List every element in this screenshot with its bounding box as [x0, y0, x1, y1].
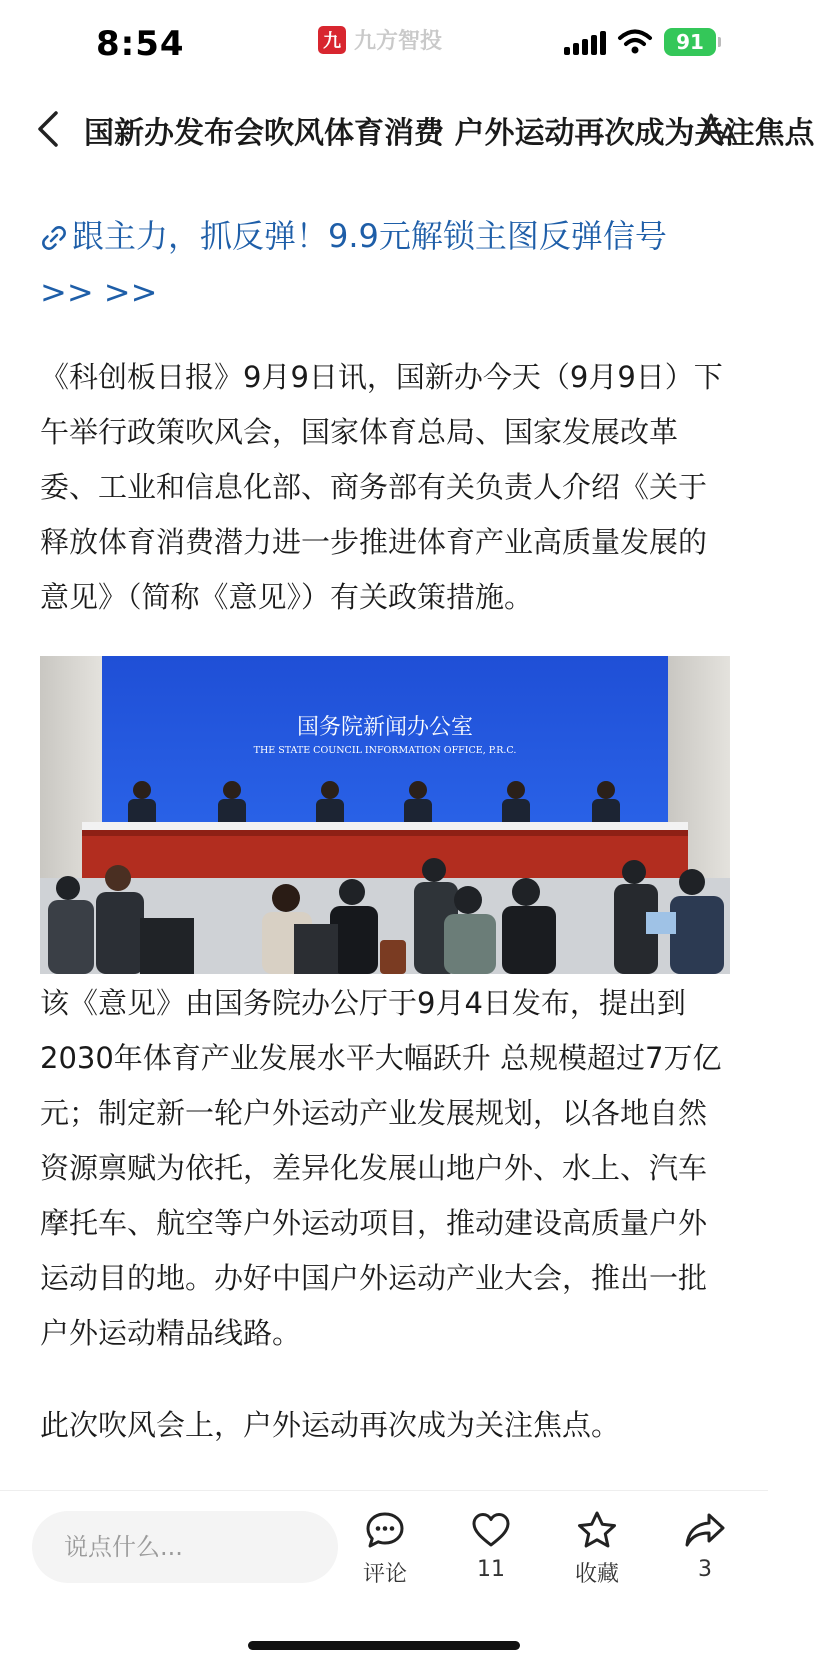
chevron-left-icon [36, 110, 60, 148]
brand [318, 24, 442, 55]
home-indicator[interactable] [248, 1641, 520, 1650]
bottom-action-bar [0, 1490, 768, 1662]
comment-input[interactable] [32, 1511, 338, 1583]
favorite-label: 收藏 [574, 1562, 619, 1587]
status-indicators [564, 28, 716, 56]
article-image[interactable] [40, 656, 730, 974]
share-icon [683, 1509, 727, 1551]
promo-text: 跟主力，抓反弹！9.9元解锁主图反弹信号 >> >> [40, 217, 667, 311]
brand-name: 九方智投 [354, 29, 443, 54]
comment-bubble-icon [364, 1509, 406, 1551]
battery-icon [664, 28, 716, 56]
like-count: 11 [477, 1557, 505, 1582]
like-button[interactable] [446, 1509, 536, 1582]
comment-label: 评论 [362, 1562, 407, 1587]
font-size-button[interactable] [696, 104, 742, 154]
cellular-signal-icon [564, 29, 606, 55]
page-title: 国新办发布会吹风体育消费 户外运动再次成为关注焦点 [84, 116, 814, 151]
favorite-button[interactable] [552, 1509, 642, 1588]
status-time: 8:54 [96, 24, 185, 64]
share-count: 3 [698, 1557, 712, 1582]
nav-bar [0, 90, 814, 170]
share-button[interactable] [660, 1509, 750, 1582]
wifi-icon [618, 29, 652, 55]
press-conference-photo [40, 656, 730, 974]
brand-logo: 九 [318, 26, 346, 54]
article-paragraph: 《科创板日报》9月9日讯，国新办今天（9月9日）下午举行政策吹风会，国家体育总局、国家发展改革委、工业和信息化部、商务部有关负责人介绍《关于释放体育消费潜力进一步推进体育产业高质量发展的意见》（简称《意见》）有关政策措施。 [40, 360, 723, 614]
comment-button[interactable] [340, 1509, 430, 1588]
backdrop-title-cn: 国务院新闻办公室 [296, 715, 474, 740]
promo-link[interactable] [40, 208, 720, 320]
battery-level: 91 [676, 30, 704, 54]
status-bar [0, 0, 768, 88]
article-paragraph: 此次吹风会上，户外运动再次成为关注焦点。 [40, 1408, 621, 1442]
heart-icon [470, 1509, 512, 1551]
back-button[interactable] [28, 104, 68, 154]
link-icon [40, 224, 68, 252]
article-paragraph: 该《意见》由国务院办公厅于9月4日发布，提出到2030年体育产业发展水平大幅跃升 总规模超过7万亿元；制定新一轮户外运动产业发展规划，以各地自然资源禀赋为依托，差异化发展山地户外、水上、汽车摩托车、航空等户外运动项目，推动建设高质量户外运动目的地。办好中国户外运动产业大会，推出一批户外运动精品线路。 [40, 986, 722, 1350]
star-icon [575, 1509, 619, 1551]
font-size-icon [698, 111, 740, 147]
backdrop-title-en: THE STATE COUNCIL INFORMATION OFFICE, P.R.C. [253, 745, 517, 756]
